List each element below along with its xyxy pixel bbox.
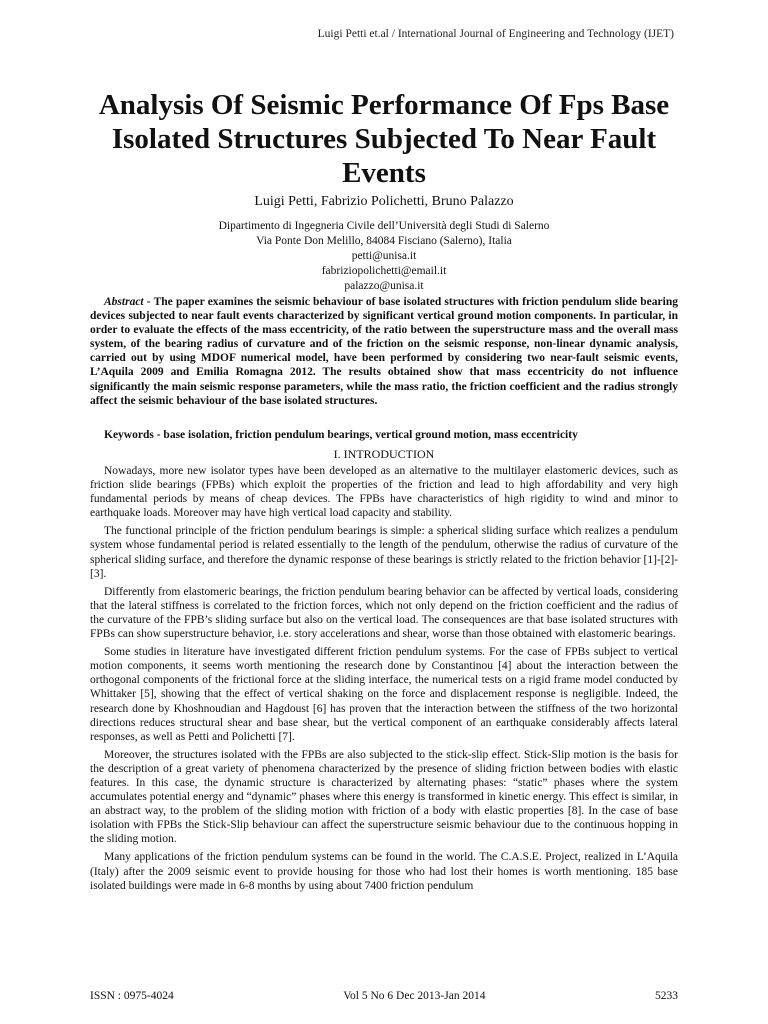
paper-title: Analysis Of Seismic Performance Of Fps Base Isolated Structures Subjected To Near Fault Events	[98, 89, 670, 189]
paragraph: Differently from elastomeric bearings, the friction pendulum bearing behavior can be affected by vertical loads, considering that the lateral stiffness is correlated to the friction forces, which not only depend on the friction coefficient and the radius of the curvature of the FPB’s sliding surface but also on the vertical load. The consequences are that base isolated structures with FPBs can show superstructure behavior, i.e. story accelerations and shear, worse than those obtained with elastomeric bearings.	[90, 585, 678, 641]
paragraph: Many applications of the friction pendulum systems can be found in the world. The C.A.S.E. Project, realized in L’Aquila (Italy) after the 2009 seismic event to provide housing for those who had lost their homes is worth mentioning. 185 base isolated buildings were made in 6-8 months by using about 7400 friction pendulum	[90, 851, 678, 892]
author-email[interactable]: fabriziopolichetti@email.it	[321, 265, 447, 277]
paragraph: Some studies in literature have investigated different friction pendulum systems. For the case of FPBs subject to vertical motion components, it seems worth mentioning the research done by Constantinou [4] about the interaction between the orthogonal components of the frictional force at the sliding interface, the numerical tests on a rigid frame model conducted by Whittaker [5], showing that the effect of vertical shaking on the force and displacement response is negligible. Indeed, the research done by Khoshnoudian and Hagdoust [6] has proven that the interaction between the stiffness of the two horizontal directions reduces structural shear and base shear, but the vertical component of an earthquake considerably affects lateral responses, as well as Petti and Polichetti [7].	[90, 646, 678, 743]
keywords-text: - base isolation, friction pendulum bearings, vertical ground motion, mass eccentricity	[153, 429, 578, 441]
author-email[interactable]: palazzo@unisa.it	[344, 280, 424, 292]
running-header: Luigi Petti et.al / International Journal of Engineering and Technology (IJET)	[317, 28, 674, 40]
affiliation-address: Via Ponte Don Melillo, 84084 Fisciano (Salerno), Italia	[256, 235, 512, 247]
abstract	[90, 295, 678, 408]
affiliation-block	[0, 219, 768, 294]
author-email[interactable]: petti@unisa.it	[351, 250, 417, 262]
abstract-label: Abstract	[104, 296, 144, 308]
footer-issn: ISSN : 0975-4024	[90, 990, 174, 1002]
paragraph: Moreover, the structures isolated with the FPBs are also subjected to the stick-slip effect. Stick-Slip motion is the basis for the description of a great variety of phenomena characterized by the presence of sliding friction between bodies with elastic features. In this case, the dynamic structure is characterized by alternating phases: “static” phases where the system accumulates potential energy and “dynamic” phases where this energy is transformed in kinetic energy. This effect is similar, in an abstract way, to the problem of the sliding motion with friction of a body with elastic properties [8]. In the case of base isolation with FPBs the Stick-Slip behaviour can affect the superstructure seismic behaviour due to the continuous hopping in the sliding motion.	[90, 748, 678, 846]
footer-volume: Vol 5 No 6 Dec 2013-Jan 2014	[343, 990, 486, 1002]
abstract-text: - The paper examines the seismic behaviour of base isolated structures with friction pendulum slide bearing devices subjected to near fault events characterized by significant vertical ground motion components. In particular, in order to evaluate the effects of the mass eccentricity, of the ratio between the superstructure mass and the overall mass system, of the bearing radius of curvature and of the friction on the seismic response, non-linear dynamic analysis, carried out by using MDOF numerical model, have been performed by considering two near-fault seismic events, L’Aquila 2009 and Emilia Romagna 2012. The results obtained show that mass eccentricity do not influence significantly the main seismic response parameters, while the mass ratio, the friction coefficient and the radius strongly affect the seismic behaviour of the base isolated structures.	[90, 296, 678, 407]
keywords-label: Keywords	[104, 429, 154, 441]
section-heading: I. INTRODUCTION	[333, 447, 435, 461]
paragraph: The functional principle of the friction pendulum bearings is simple: a spherical sliding surface which realizes a pendulum system whose fundamental period is related essentially to the length of the pendulum, otherwise the radius of curvature of the spherical sliding surface, and therefore the dynamic response of these bearings is strictly related to the friction behavior [1]-[2]-[3].	[90, 525, 678, 580]
affiliation-department: Dipartimento di Ingegneria Civile dell’Università degli Studi di Salerno	[218, 220, 550, 232]
paragraph: Nowadays, more new isolator types have been developed as an alternative to the multilayer elastomeric devices, such as friction slide bearings (FPBs) which exploit the properties of the friction and lead to high affordability and very high fundamental periods by means of cheap devices. The FPBs have characteristics of high rigidity to wind and minor to earthquake loads. Moreover may have high vertical load capacity and stability.	[90, 465, 678, 520]
introduction-body	[90, 464, 678, 897]
page-footer	[90, 990, 678, 1002]
author-list: Luigi Petti, Fabrizio Polichetti, Bruno Palazzo	[254, 194, 514, 209]
footer-page-number: 5233	[654, 990, 678, 1002]
keywords	[90, 428, 678, 442]
